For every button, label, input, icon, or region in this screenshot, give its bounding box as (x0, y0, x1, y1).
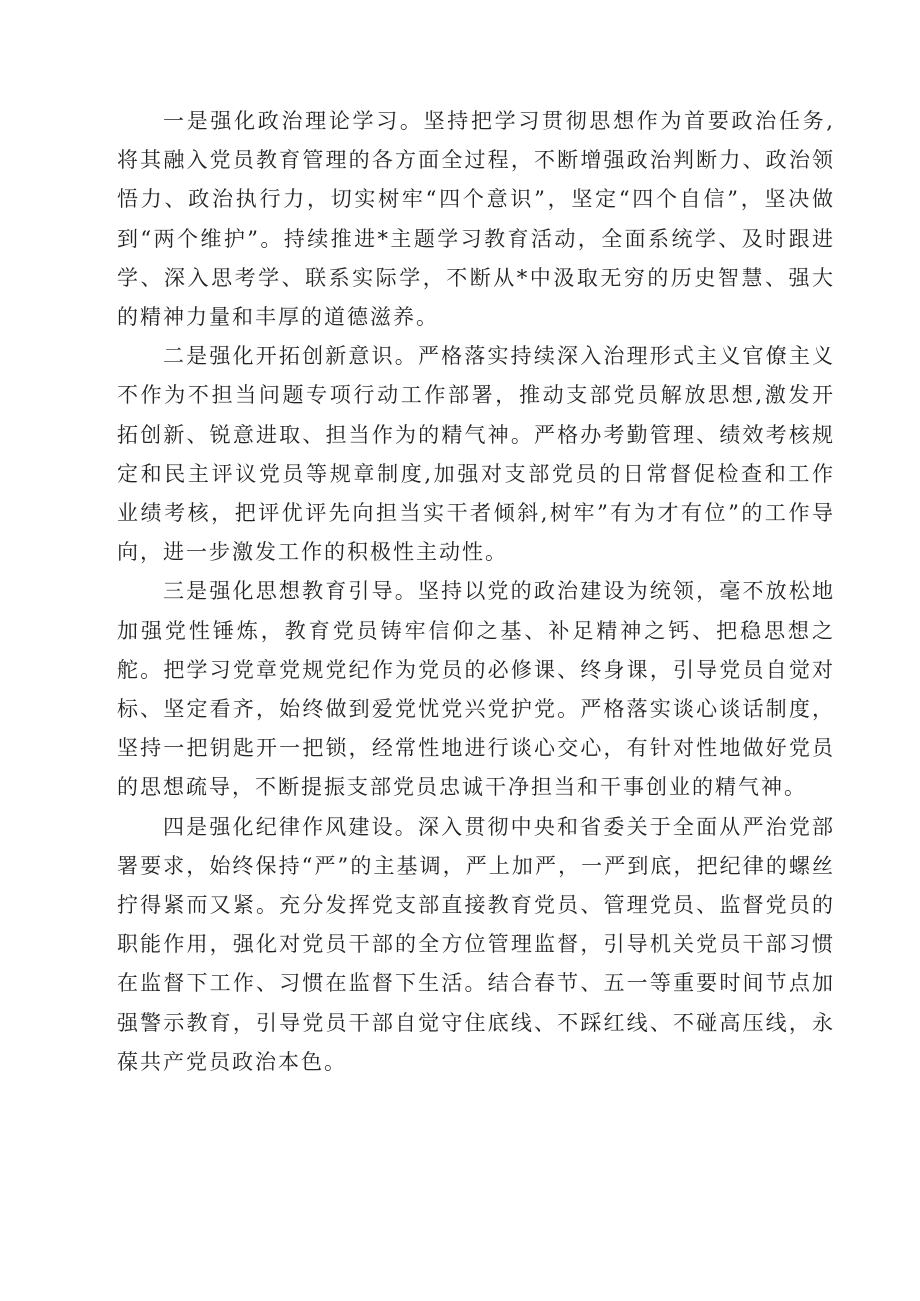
paragraph-discipline: 四是强化纪律作风建设。深入贯彻中央和省委关于全面从严治党部署要求，始终保持“严”的主基调，严上加严，一严到底，把纪律的螺丝拧得紧而又紧。充分发挥党支部直接教育党员、管理党员、监督党员的职能作用，强化对党员干部的全方位管理监督，引导机关党员干部习惯在监督下工作、习惯在监督下生活。结合春节、五一等重要时间节点加强警示教育，引导党员干部自觉守住底线、不踩红线、不碰高压线，永葆共产党员政治本色。 (117, 814, 835, 1074)
document-body (117, 102, 835, 1082)
paragraph-innovation: 二是强化开拓创新意识。严格落实持续深入治理形式主义官僚主义不作为不担当问题专项行动工作部署，推动支部党员解放思想,激发开拓创新、锐意进取、担当作为的精气神。严格办考勤管理、绩效考核规定和民主评议党员等规章制度,加强对支部党员的日常督促检查和工作业绩考核，把评优评先向担当实干者倾斜,树牢”有为才有位”的工作导向，进一步激发工作的积极性主动性。 (117, 344, 835, 565)
paragraph-ideological-education: 三是强化思想教育引导。坚持以党的政治建设为统领，毫不放松地加强党性锤炼，教育党员铸牢信仰之基、补足精神之钙、把稳思想之舵。把学习党章党规党纪作为党员的必修课、终身课，引导党员自觉对标、坚定看齐，始终做到爱党忧党兴党护党。严格落实谈心谈话制度，坚持一把钥匙开一把锁，经常性地进行谈心交心，有针对性地做好党员的思想疏导，不断提振支部党员忠诚干净担当和干事创业的精气神。 (117, 579, 835, 800)
paragraph-political-theory: 一是强化政治理论学习。坚持把学习贯彻思想作为首要政治任务,将其融入党员教育管理的各方面全过程，不断增强政治判断力、政治领悟力、政治执行力，切实树牢“四个意识”，坚定“四个自信”，坚决做到“两个维护”。持续推进*主题学习教育活动，全面系统学、及时跟进学、深入思考学、联系实际学，不断从*中汲取无穷的历史智慧、强大的精神力量和丰厚的道德滋养。 (117, 109, 835, 330)
